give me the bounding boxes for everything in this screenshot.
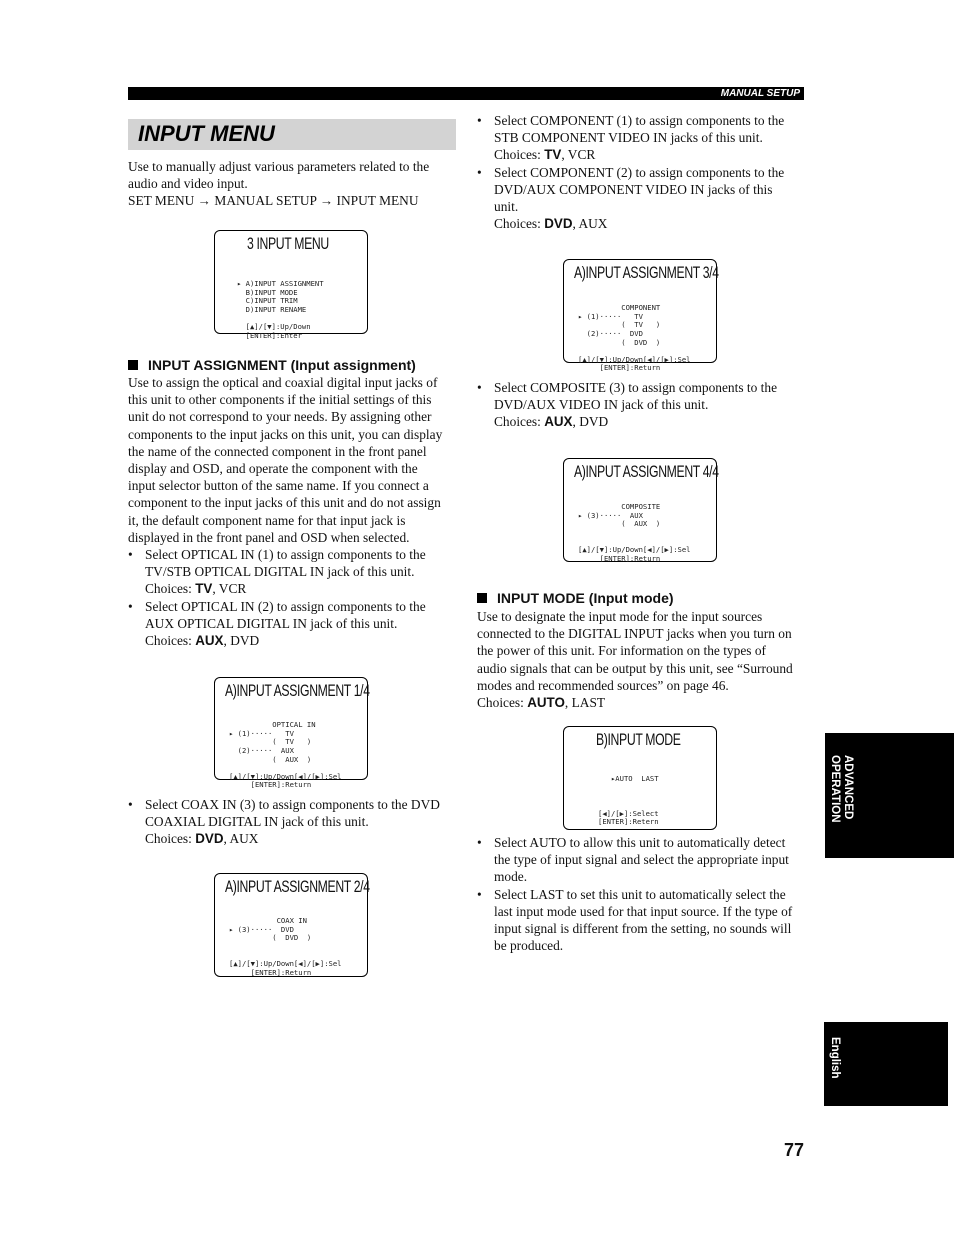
- page-number: 77: [783, 1140, 804, 1160]
- title-box: [128, 119, 456, 150]
- menu-path: SET MENU → MANUAL SETUP → INPUT MENU: [128, 193, 419, 209]
- intro-line: audio and video input.: [128, 176, 248, 192]
- osd-text: ▸ A)INPUT ASSIGNMENT B)INPUT MODE C)INPUT TRIM D)INPUT RENAME [▲]/[▼]:Up/Down [ENTER]:Enter: [237, 279, 324, 340]
- list-item: • Select OPTICAL IN (2) to assign components to the AUX OPTICAL DIGITAL IN jack of this unit. Choices: AUX, DVD: [128, 598, 456, 650]
- osd-title: A)INPUT ASSIGNMENT 4/4: [574, 462, 719, 481]
- page-title: INPUT MENU: [138, 121, 275, 146]
- component-bullets: [477, 112, 804, 232]
- osd-input-menu: [214, 230, 368, 340]
- coax-bullet: [128, 796, 456, 848]
- input-mode-body: Use to designate the input mode for the input sources connected to the DIGITAL INPUT jacks when you turn on the power of this unit. For information on the types of audio signals that can be output by this unit, see “Surround modes and recommended sources” on page 46. Choices: AUTO, LAST: [477, 609, 793, 711]
- square-bullet-icon: [477, 593, 487, 603]
- side-tab-label: English: [829, 1037, 841, 1079]
- osd-title: 3 INPUT MENU: [247, 234, 329, 253]
- square-bullet-icon: [128, 360, 138, 370]
- list-item: • Select COMPONENT (2) to assign components to the DVD/AUX COMPONENT VIDEO IN jacks of this unit. Choices: DVD, AUX: [477, 164, 804, 233]
- list-item: • Select COAX IN (3) to assign components to the DVD COAXIAL DIGITAL IN jack of this unit. Choices: DVD, AUX: [128, 796, 456, 848]
- osd-title: A)INPUT ASSIGNMENT 2/4: [225, 877, 370, 896]
- composite-bullet: [477, 379, 804, 431]
- side-tab-english: [824, 1022, 948, 1106]
- input-assignment-heading: INPUT ASSIGNMENT (Input assignment): [128, 356, 456, 374]
- header-bar: [128, 87, 804, 100]
- osd-input-assignment-2: [214, 873, 368, 977]
- osd-title: B)INPUT MODE: [596, 730, 681, 749]
- list-item: • Select COMPOSITE (3) to assign components to the DVD/AUX VIDEO IN jack of this unit. Choices: AUX, DVD: [477, 379, 804, 431]
- list-item: • Select LAST to set this unit to automatically select the last input mode used for that input source. If the type of input signal is different from the setting, no sounds will be produced.: [477, 886, 804, 955]
- osd-input-assignment-4: [563, 458, 717, 562]
- intro-line: Use to manually adjust various parameters related to the: [128, 159, 430, 174]
- osd-input-assignment-3: [563, 259, 719, 373]
- side-tab-advanced-operation: [825, 733, 954, 858]
- osd-title: A)INPUT ASSIGNMENT 3/4: [574, 263, 719, 282]
- input-mode-bullets: [477, 834, 804, 954]
- osd-text: COMPOSITE ▸ (3)····· AUX ( AUX ) [▲]/[▼]:Up/Down[◀]/[▶]:Sel [ENTER]:Return: [578, 502, 691, 563]
- section-label: MANUAL SETUP: [720, 88, 800, 99]
- list-item: • Select COMPONENT (1) to assign components to the STB COMPONENT VIDEO IN jacks of this unit. Choices: TV, VCR: [477, 112, 804, 164]
- side-tab-label: ADVANCED OPERATION: [829, 755, 854, 823]
- osd-input-assignment-1: [214, 677, 370, 790]
- intro-paragraph: [128, 158, 456, 210]
- input-assignment-body: Use to assign the optical and coaxial digital input jacks of this unit to other components if the initial settings of this unit do not correspond to your needs. By assigning other components to the input jacks on this unit, you can display the name of the connected component in the front panel display and OSD, and operate the component with the input selector button of the same name. If you connect a component to the input jacks of this unit and do not assign it, the default component name for that input jack is displayed in the front panel and OSD when selected. • Select OPTICAL IN (1) to assign components to the TV/STB OPTICAL DIGITAL IN jack of this unit. Choices: TV, VCR • Select OPTICAL IN (2) to assign components to the AUX OPTICAL DIGITAL IN jack of this unit. Choices: AUX, DVD: [128, 374, 456, 649]
- osd-text: COAX IN ▸ (3)····· DVD ( DVD ) [▲]/[▼]:Up/Down[◀]/[▶]:Sel [ENTER]:Return: [229, 916, 342, 977]
- list-item: • Select AUTO to allow this unit to automatically detect the type of input signal and select the appropriate input mode.: [477, 834, 804, 886]
- list-item: • Select OPTICAL IN (1) to assign components to the TV/STB OPTICAL DIGITAL IN jack of this unit. Choices: TV, VCR: [128, 546, 456, 598]
- input-mode-heading: INPUT MODE (Input mode): [477, 589, 804, 607]
- osd-title: A)INPUT ASSIGNMENT 1/4: [225, 681, 370, 700]
- osd-input-mode: [563, 726, 717, 830]
- osd-text: OPTICAL IN ▸ (1)····· TV ( TV ) (2)····· AUX ( AUX ) [▲]/[▼]:Up/Down[◀]/[▶]:Sel [ENTER]:Return: [229, 720, 342, 790]
- osd-text: COMPONENT ▸ (1)····· TV ( TV ) (2)····· DVD ( DVD ) [▲]/[▼]:Up/Down[◀]/[▶]:Sel [ENTER]:Return: [578, 303, 691, 373]
- osd-text: ▸AUTO LAST [◀]/[▶]:Select [ENTER]:Retern: [598, 774, 659, 827]
